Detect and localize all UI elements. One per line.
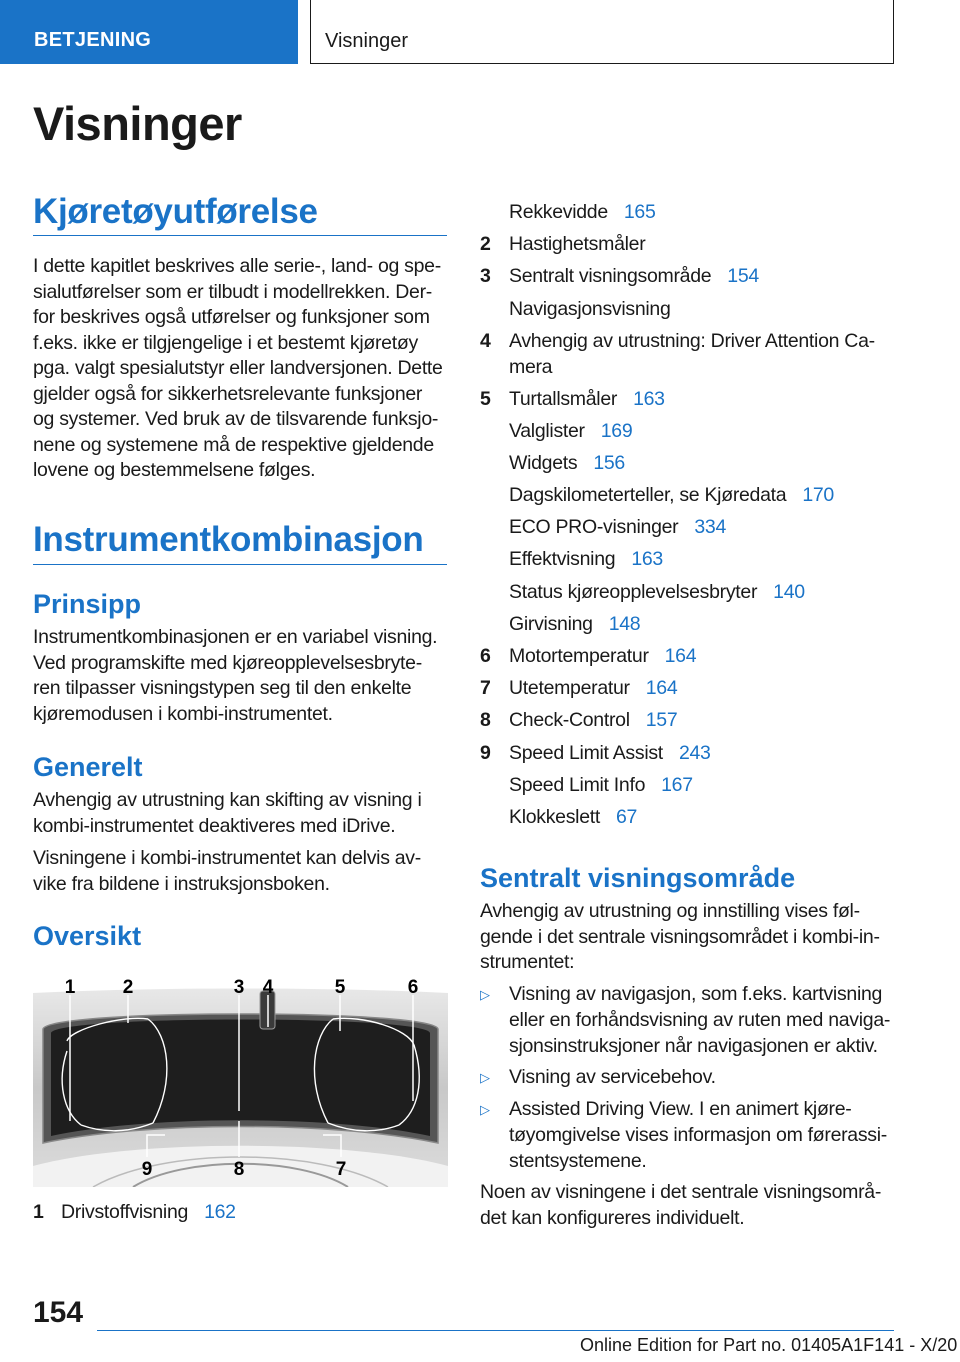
page-reference-link[interactable]: 165 [623,201,656,223]
legend-item [480,804,900,836]
legend-item-text [509,675,894,701]
central-display-bullet-list [480,982,900,1181]
legend-item-label: Widgets [509,451,578,474]
legend-item-number: 5 [480,387,491,410]
legend-item-text [509,707,894,733]
footer-edition-text: Online Edition for Part no. 01405A1F141 - X/20 [580,1335,958,1355]
legend-item-label: Check-Control [509,709,630,732]
legend-item-text [509,386,894,412]
heading-overview: Oversikt [33,921,142,951]
page-reference-link[interactable]: 162 [204,1201,236,1223]
legend-item [480,296,900,328]
closing-paragraph: Noen av visningene i det sentrale visningsområ- det kan konfigureres individuelt. [480,1181,882,1229]
legend-item-text [509,643,894,669]
page-reference-link[interactable]: 154 [727,265,759,288]
page-reference-link[interactable]: 67 [616,805,638,828]
bullet-item [480,1097,900,1174]
figure-label: 8 [233,1159,245,1180]
legend-item-label: Hastighetsmåler [509,233,646,256]
page-reference-link[interactable]: 170 [802,484,834,507]
legend-item-number: 4 [480,329,491,352]
legend-item [480,707,900,739]
legend-item-number: 7 [480,677,491,700]
page-title: Visninger [33,97,242,150]
legend-item [480,643,900,675]
heading-rule [33,235,447,236]
legend-item-text [509,546,894,572]
legend-item-label: Speed Limit Info [509,773,646,796]
legend-item-label: Avhengig av utrustning: Driver Attention Ca- mera [509,329,875,378]
legend-item-text [509,514,894,540]
legend-item [480,514,900,546]
page-reference-link[interactable]: 157 [645,709,678,732]
legend-item [480,328,900,386]
caption-label: Drivstoffvisning [61,1201,189,1223]
page-reference-link[interactable]: 243 [678,741,711,764]
page-reference-link[interactable]: 163 [633,387,665,410]
legend-item-label: Utetemperatur [509,677,630,700]
page-reference-link[interactable]: 140 [773,580,805,603]
heading-vehicle-version: Kjøretøyutførelse [33,192,318,231]
bullet-triangle-icon: ▷ [480,987,490,1002]
heading-principle: Prinsipp [33,589,142,619]
general-paragraph-1: Avhengig av utrustning kan skifting av visning i kombi-instrumentet deaktiveres med iDrive. [33,789,422,837]
caption-number: 1 [33,1201,44,1223]
page-reference-link[interactable]: 167 [661,773,693,796]
legend-item-text [509,418,894,444]
legend-item-label: Navigasjonsvisning [509,297,671,320]
legend-item-text [509,199,894,225]
legend-item-number: 8 [480,709,491,732]
bullet-text: Visning av navigasjon, som f.eks. kartvisning eller en forhåndsvisning av ruten med naviga- sjonsinstruksjoner når navigasjonen er aktiv. [509,983,891,1057]
bullet-triangle-icon: ▷ [480,1070,490,1086]
heading-central-display: Sentralt visningsområde [480,863,796,893]
legend-item-text [509,450,894,476]
legend-item-label: Klokkeslett [509,805,600,828]
heading-instrument-cluster: Instrumentkombinasjon [33,520,424,559]
legend-item [480,199,900,231]
legend-item-text [509,772,894,798]
central-paragraph: Avhengig av utrustning og innstilling vises føl- gende i det sentrale visningsområdet i kombi-in- strumentet: [480,900,880,973]
legend-item [480,231,900,263]
bullet-item [480,982,900,1059]
bullet-text: Assisted Driving View. I en animert kjøre- tøyomgivelse vises informasjon om førerassi- stentsystemene. [509,1098,887,1172]
instrument-cluster-figure [33,971,448,1187]
bullet-text: Visning av servicebehov. [509,1066,716,1089]
page-number: 154 [33,1296,84,1329]
legend-item-text [509,231,894,257]
principle-paragraph: Instrumentkombinasjonen er en variabel visning. Ved programskifte med kjøreopplevelsesbryte- ren tilpasser visningstypen seg til den enkelte kjøremodusen i kombi-instrumentet. [33,626,438,725]
legend-item-number: 9 [480,741,491,764]
general-paragraph-2: Visningene i kombi-instrumentet kan delvis av- vike fra bildene i instruksjonsboken. [33,847,421,895]
figure-label: 9 [141,1159,153,1180]
legend-item-label: Effektvisning [509,548,616,571]
figure-label: 6 [407,977,419,998]
heading-rule [33,564,447,565]
heading-general: Generelt [33,752,143,782]
vehicle-paragraph: I dette kapitlet beskrives alle serie-, land- og spe- sialutførelser som er tilbudt i modellrekken. Der- for beskrives også utførelser og funksjoner som f.eks. ikke er tilgjengelige i et bestemt kjøretøy pga. valgt spesialutstyr eller landversjonen. Dette gjelder også for sikkerhetsrelevante funksjoner og systemer. Ved bruk av de tilsvarende funksjo- nene og systemene må de respektive gjeldende lovene og bestemmelsene følges. [33,255,443,481]
legend-item [480,740,900,772]
legend-item-label: ECO PRO-visninger [509,516,679,539]
page-reference-link[interactable]: 334 [694,516,727,539]
legend-item-label: Rekkevidde [509,201,608,223]
legend-item [480,482,900,514]
figure-label: 5 [334,977,346,998]
legend-item-number: 3 [480,265,491,288]
legend-item-label: Turtallsmåler [509,387,618,410]
legend-item [480,675,900,707]
figure-label: 1 [64,977,76,998]
figure-label: 2 [122,977,134,998]
figure-label: 4 [262,977,274,998]
bullet-triangle-icon: ▷ [480,1102,490,1118]
legend-item-text [509,740,894,766]
legend-item-text [509,611,894,637]
legend-item-label: Status kjøreopplevelsesbryter [509,580,758,603]
legend-item-label: Speed Limit Assist [509,741,663,764]
figure-legend-list [480,199,900,836]
legend-item-text [509,328,894,380]
legend-item-label: Valglister [509,419,585,442]
legend-item [480,418,900,450]
legend-item [480,546,900,578]
legend-item-number: 6 [480,645,491,668]
legend-item-text [509,296,894,322]
legend-item-text [509,263,894,289]
page-reference-link[interactable]: 169 [600,419,633,442]
section-tab: BETJENING [0,0,298,64]
legend-item [480,611,900,643]
legend-item-text [509,482,894,508]
legend-item [480,263,900,295]
figure-label: 3 [233,977,245,998]
figure-label: 7 [335,1159,347,1180]
caption-text [61,1199,236,1225]
legend-item-text [509,804,894,830]
page-reference-link[interactable]: 164 [664,645,697,668]
legend-item-label: Girvisning [509,612,593,635]
legend-item [480,772,900,804]
page-reference-link[interactable]: 156 [593,451,625,474]
header-title: Visninger [310,0,894,64]
legend-item-text [509,579,894,605]
legend-item [480,450,900,482]
legend-item-label: Sentralt visningsområde [509,265,712,288]
page-reference-link[interactable]: 148 [608,612,641,635]
legend-item-number: 2 [480,233,491,256]
legend-item [480,386,900,418]
legend-item [480,579,900,611]
page-reference-link[interactable]: 163 [631,548,663,571]
legend-item-label: Dagskilometerteller, se Kjøredata [509,484,787,507]
legend-item-label: Motortemperatur [509,645,649,668]
bullet-item [480,1065,900,1091]
page-reference-link[interactable]: 164 [645,677,678,700]
